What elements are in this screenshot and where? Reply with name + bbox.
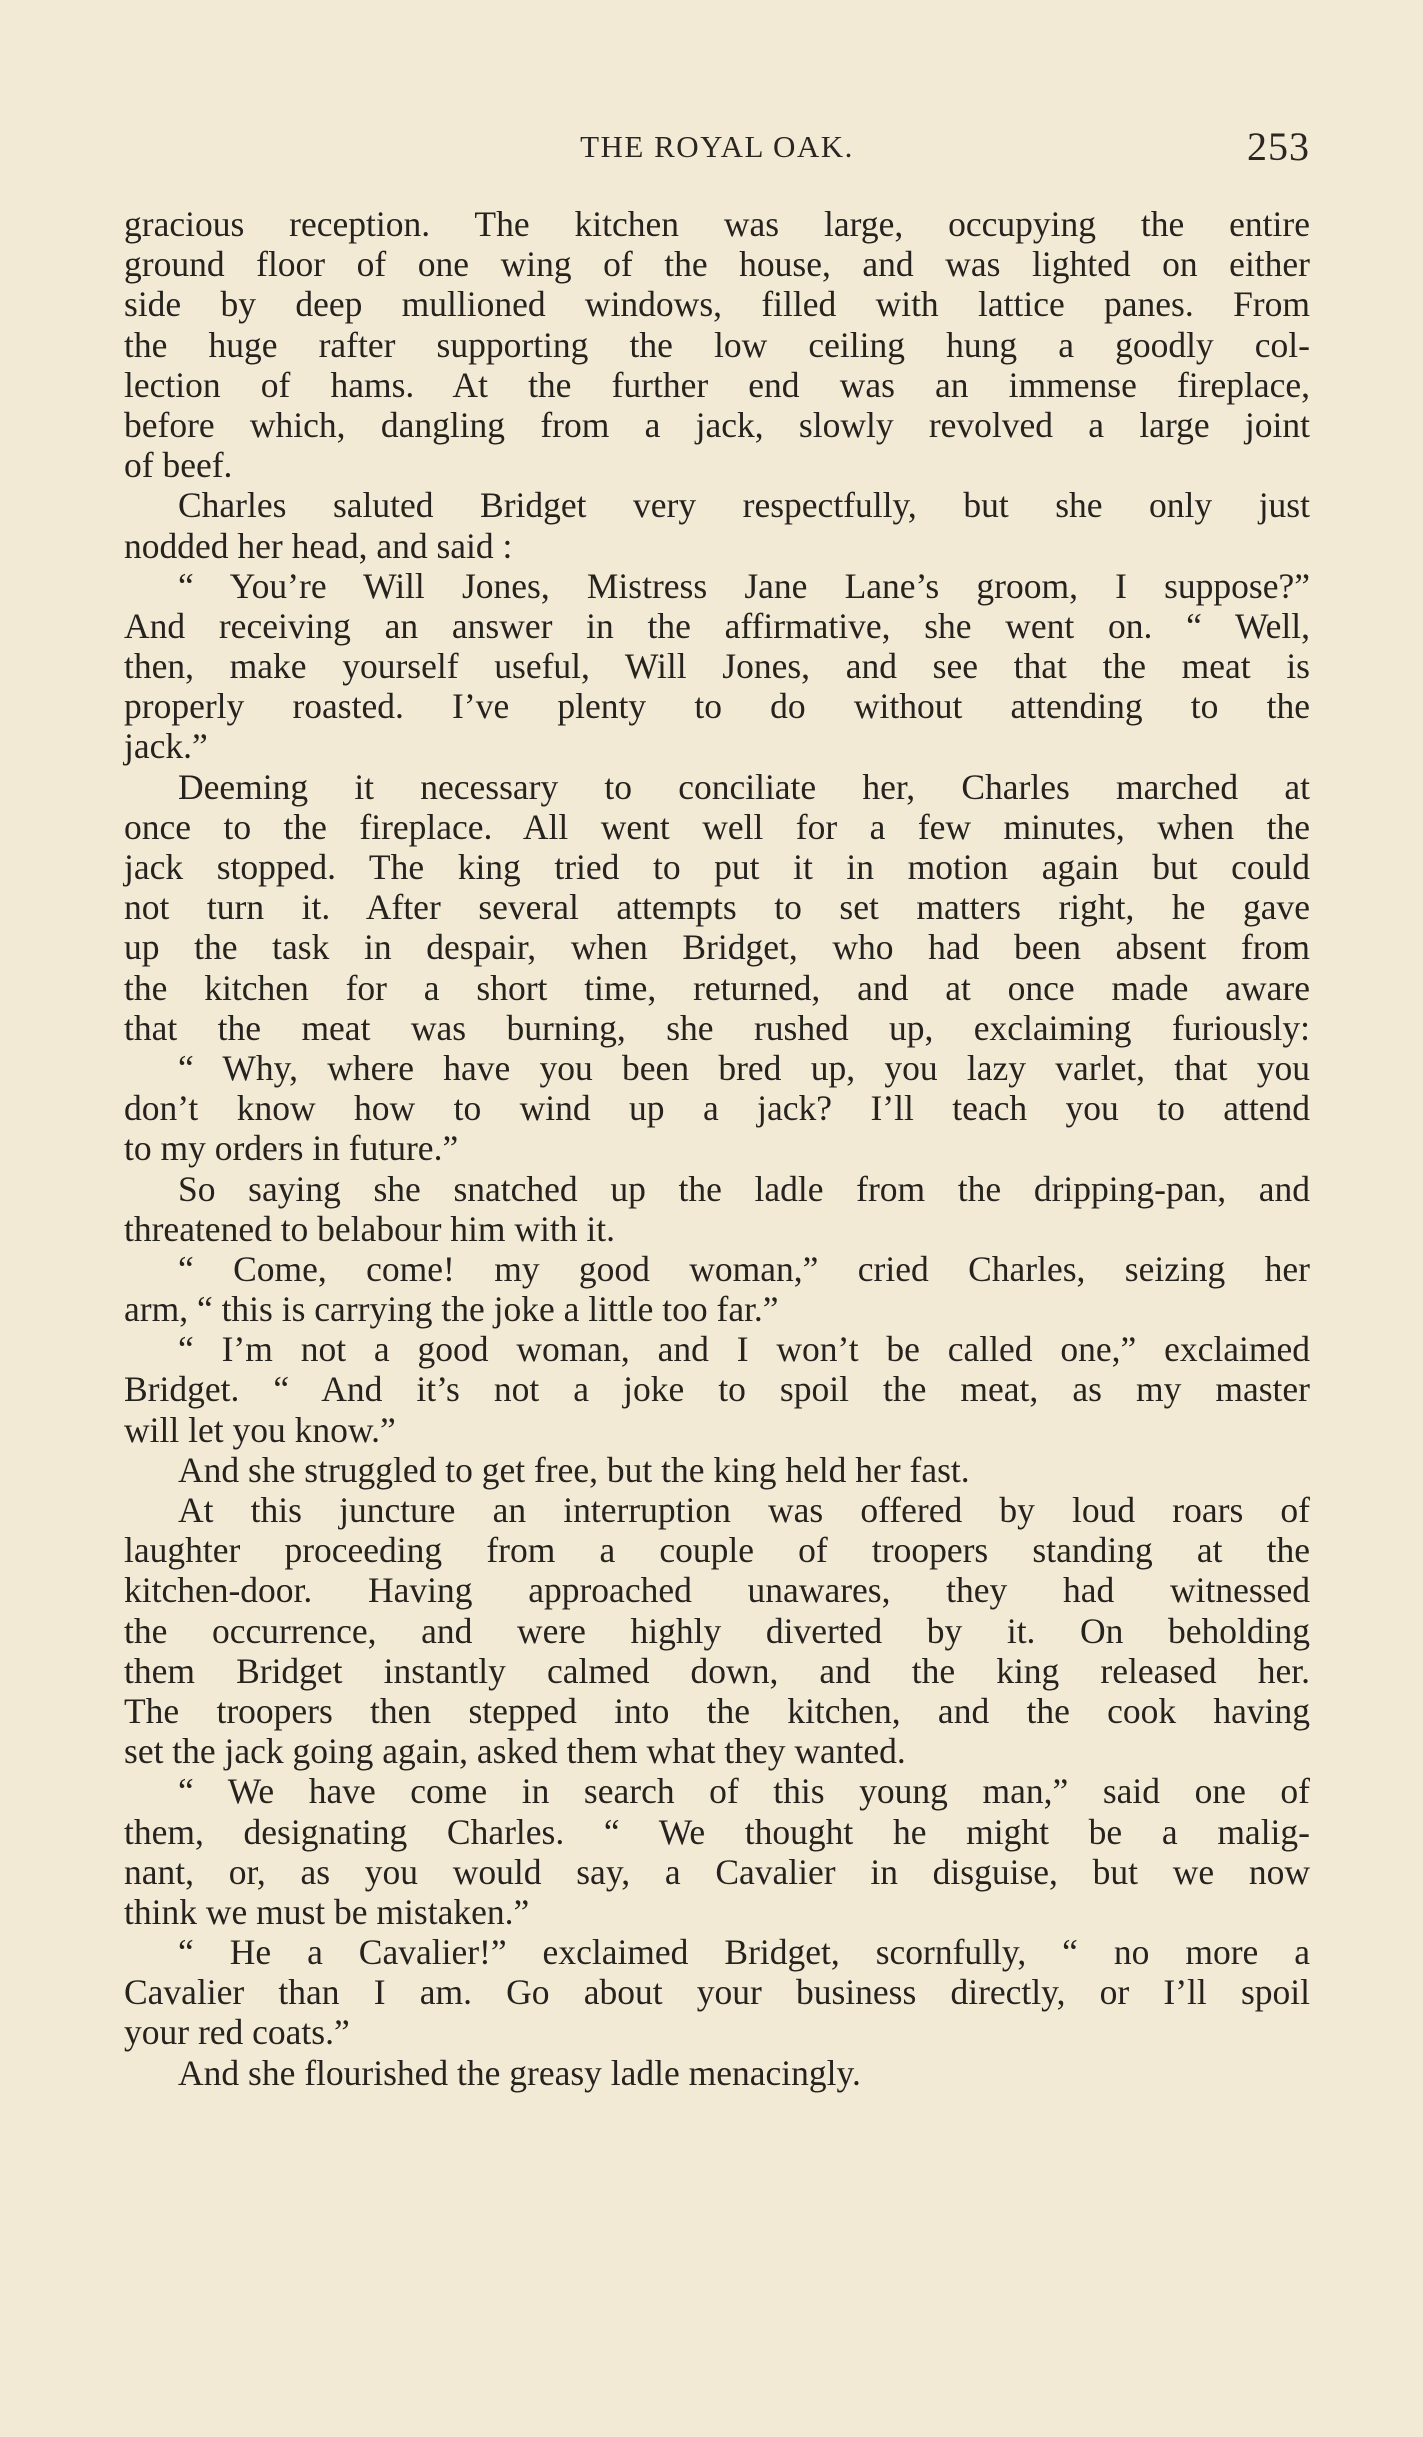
text-line: laughter proceeding from a couple of troopers standing at the (124, 1530, 1310, 1571)
text-line: Cavalier than I am. Go about your business directly, or I’ll spoil (124, 1972, 1310, 2013)
text-line: nant, or, as you would say, a Cavalier in disguise, but we now (124, 1851, 1310, 1892)
text-line: the occurrence, and were highly diverted by it. On beholding (124, 1610, 1310, 1651)
text-line: The troopers then stepped into the kitchen, and the cook having (124, 1690, 1310, 1731)
text-line: jack stopped. The king tried to put it in motion again but could (124, 847, 1310, 887)
text-line: to my orders in future.” (124, 1128, 459, 1169)
text-line: jack.” (124, 726, 208, 767)
text-line: “ We have come in search of this young man,” said one of (178, 1771, 1310, 1812)
text-line: that the meat was burning, she rushed up, exclaiming furiously: (124, 1007, 1310, 1048)
text-line: And she struggled to get free, but the king held her fast. (178, 1449, 970, 1490)
text-line: nodded her head, and said : (124, 525, 513, 566)
text-line: And she flourished the greasy ladle menacingly. (178, 2052, 861, 2093)
text-line: side by deep mullioned windows, filled with lattice panes. From (124, 284, 1310, 325)
text-line: “ I’m not a good woman, and I won’t be called one,” exclaimed (178, 1329, 1310, 1370)
body-text (124, 204, 1310, 2093)
text-line: “ You’re Will Jones, Mistress Jane Lane’s groom, I suppose?” (178, 565, 1310, 606)
text-line: the kitchen for a short time, returned, and at once made aware (124, 967, 1310, 1008)
text-line: “ He a Cavalier!” exclaimed Bridget, scornfully, “ no more a (178, 1932, 1310, 1973)
text-line: “ Come, come! my good woman,” cried Charles, seizing her (178, 1248, 1310, 1289)
text-line: up the task in despair, when Bridget, who had been absent from (124, 927, 1310, 968)
text-line: At this juncture an interruption was offered by loud roars of (178, 1490, 1310, 1530)
text-line: Deeming it necessary to conciliate her, Charles marched at (178, 766, 1310, 807)
text-line: them Bridget instantly calmed down, and the king released her. (124, 1650, 1310, 1691)
text-line: kitchen-door. Having approached unawares, they had witnessed (124, 1570, 1310, 1611)
text-line: don’t know how to wind up a jack? I’ll teach you to attend (124, 1088, 1310, 1129)
text-line: ground floor of one wing of the house, and was lighted on either (124, 244, 1310, 285)
text-line: Charles saluted Bridget very respectfully, but she only just (178, 485, 1310, 526)
page-number: 253 (1247, 124, 1310, 169)
text-line: then, make yourself useful, Will Jones, and see that the meat is (124, 646, 1310, 687)
text-line: will let you know.” (124, 1409, 396, 1450)
text-line: Bridget. “ And it’s not a joke to spoil the meat, as my master (124, 1369, 1310, 1410)
text-line: properly roasted. I’ve plenty to do without attending to the (124, 686, 1310, 727)
text-line: lection of hams. At the further end was an immense fireplace, (124, 364, 1310, 405)
text-line: “ Why, where have you been bred up, you lazy varlet, that you (178, 1047, 1310, 1088)
text-line: gracious reception. The kitchen was large, occupying the entire (124, 204, 1310, 244)
text-line: once to the fireplace. All went well for a few minutes, when the (124, 806, 1310, 847)
text-line: the huge rafter supporting the low ceiling hung a goodly col- (124, 324, 1310, 365)
running-title: THE ROYAL OAK. (580, 129, 854, 164)
running-head (124, 125, 1310, 173)
text-line: before which, dangling from a jack, slowly revolved a large joint (124, 404, 1310, 445)
text-line: think we must be mistaken.” (124, 1891, 530, 1932)
text-line: your red coats.” (124, 2012, 350, 2053)
text-line: of beef. (124, 445, 233, 486)
text-line: So saying she snatched up the ladle from the dripping-pan, and (178, 1168, 1310, 1209)
text-line: threatened to belabour him with it. (124, 1208, 615, 1249)
text-line: And receiving an answer in the affirmative, she went on. “ Well, (124, 605, 1310, 646)
text-line: set the jack going again, asked them what they wanted. (124, 1731, 906, 1772)
text-line: not turn it. After several attempts to set matters right, he gave (124, 887, 1310, 928)
text-line: arm, “ this is carrying the joke a little too far.” (124, 1289, 779, 1330)
text-line: them, designating Charles. “ We thought he might be a malig- (124, 1811, 1310, 1852)
